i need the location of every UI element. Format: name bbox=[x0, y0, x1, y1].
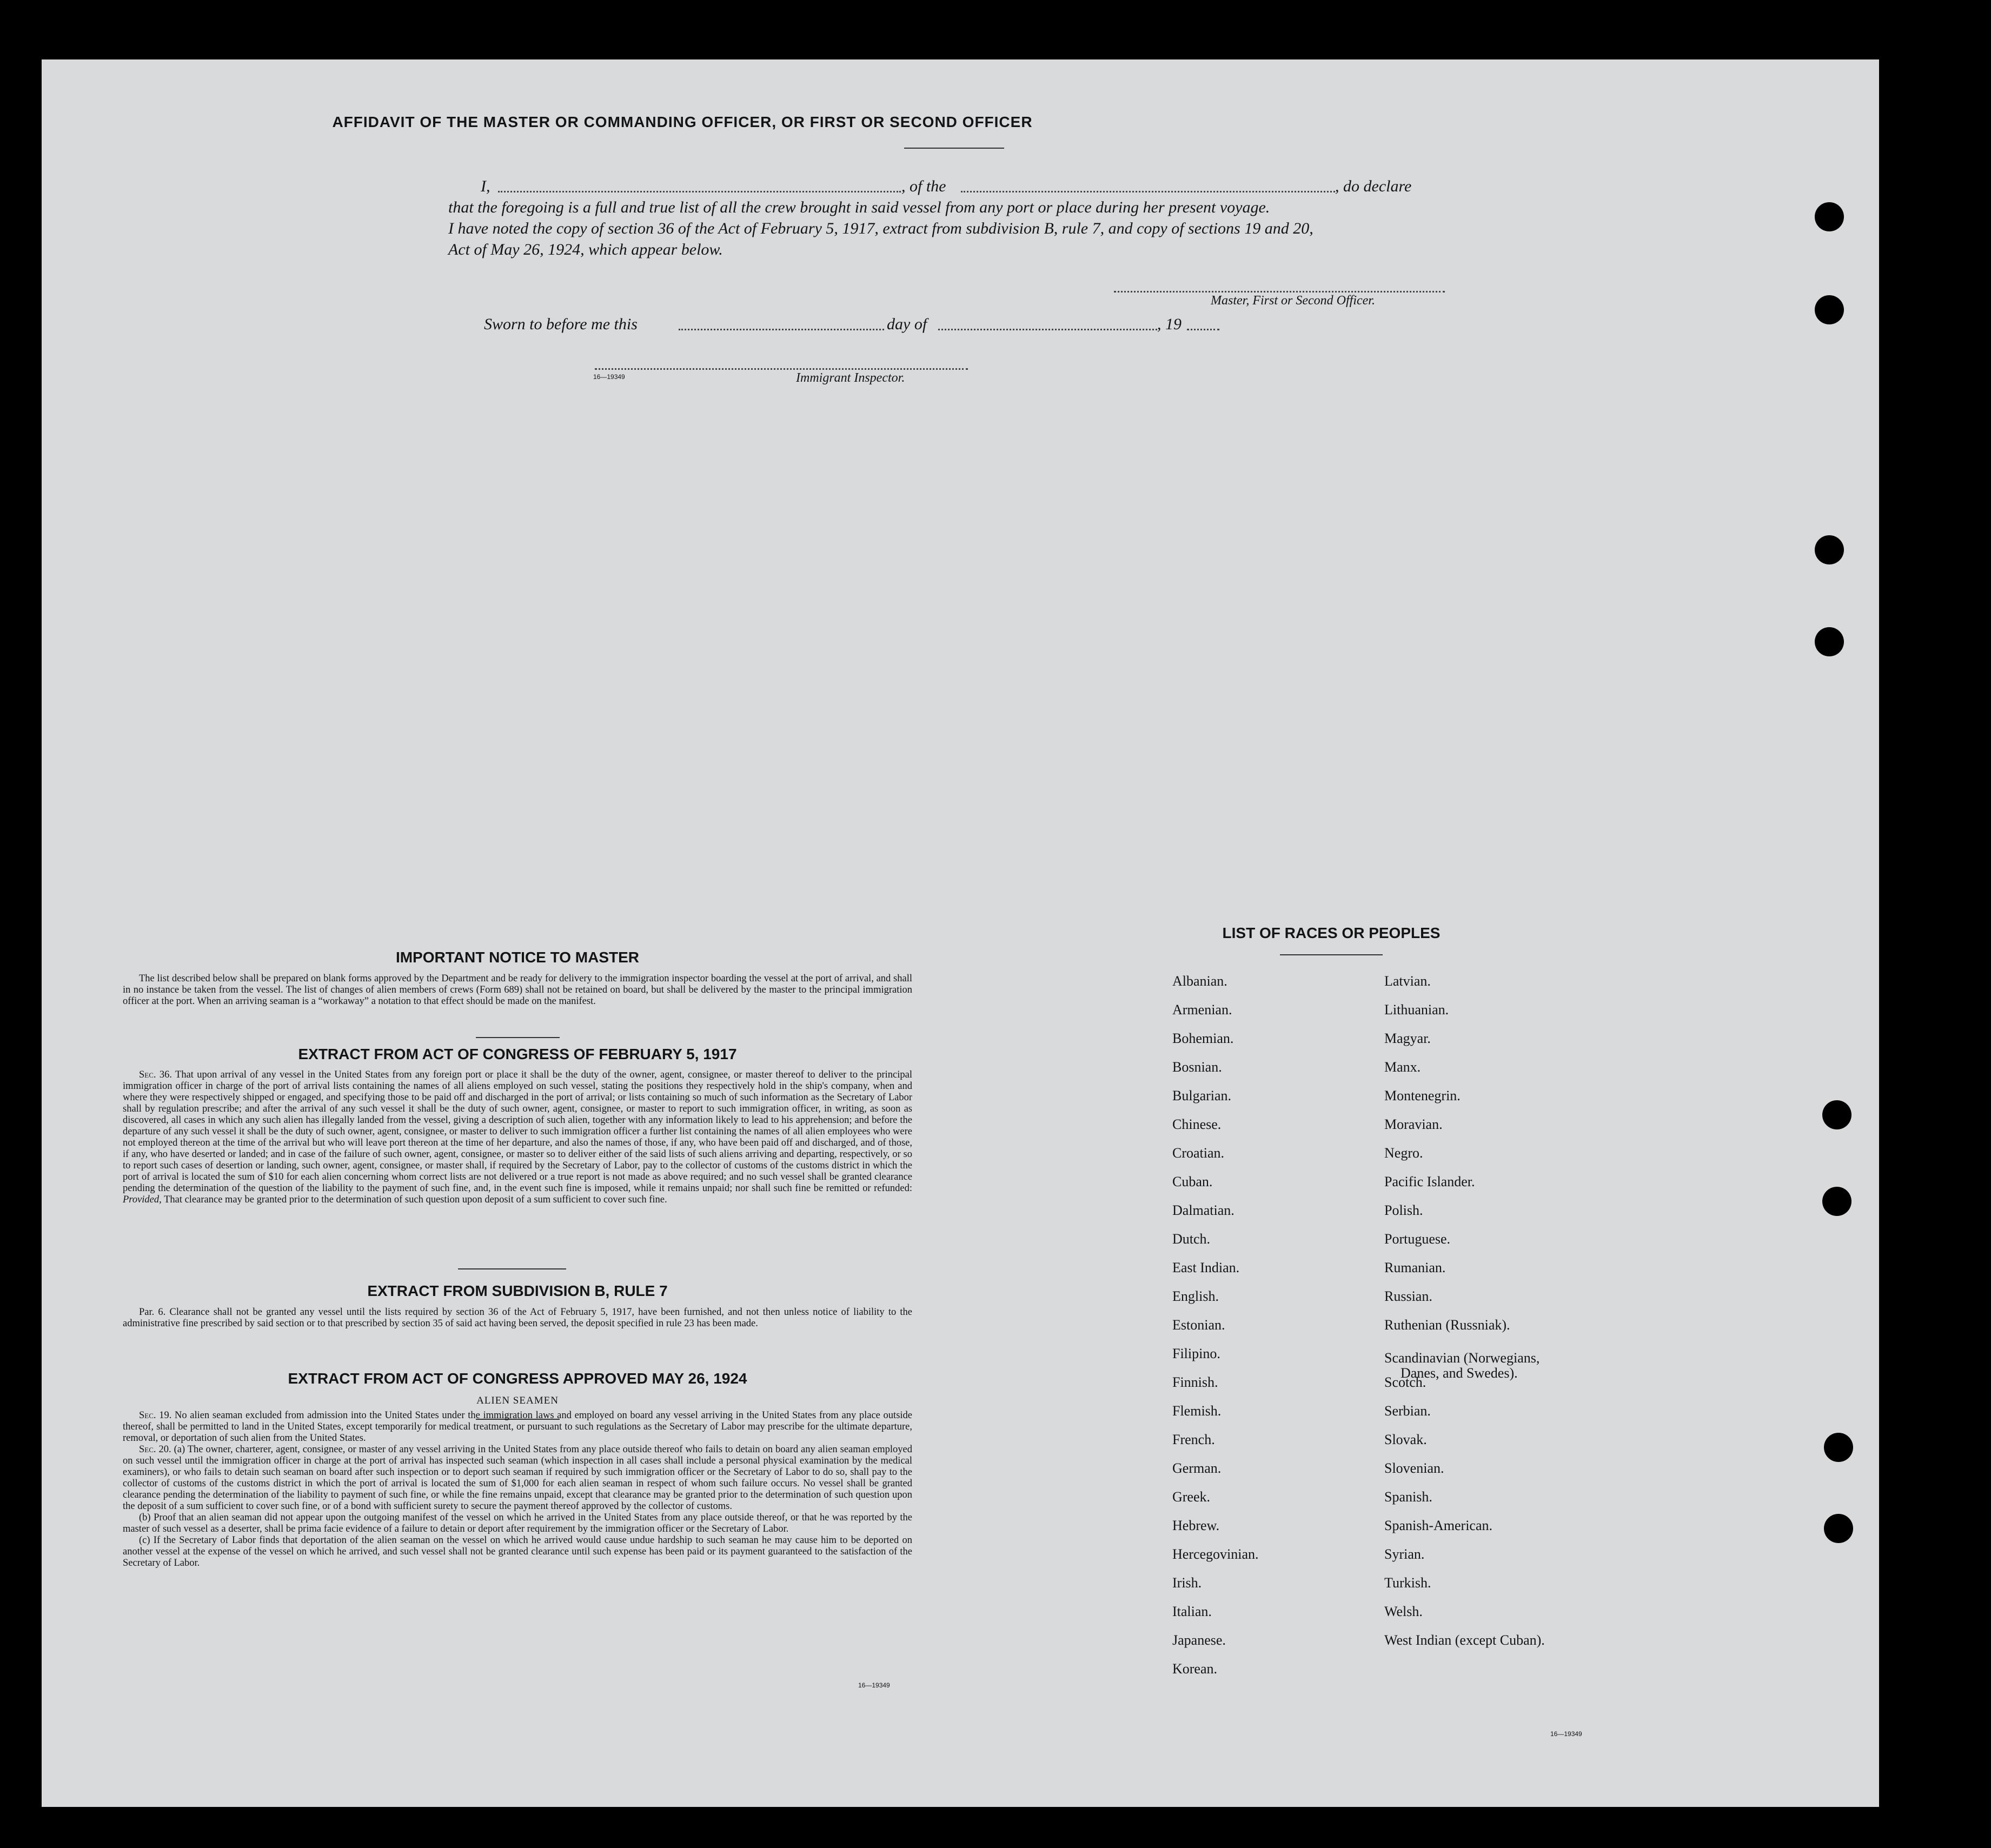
race-item: Chinese. bbox=[1172, 1116, 1222, 1132]
act-1924-body bbox=[123, 1410, 912, 1569]
sec-20-label: Sec. 20. bbox=[139, 1444, 171, 1455]
of-the-text: , of the bbox=[901, 177, 946, 195]
race-item: Magyar. bbox=[1384, 1031, 1431, 1046]
act-1917-body: That upon arrival of any vessel in the United States from any foreign port or place it shall be the duty of the owner, agent, consignee, or master thereof to deliver to the principal immigration officer in charge of the port of arrival lists containing the names of all aliens employed on such vessel, stating the positions they respectively hold in the ship's company, when and where they were respectively shipped or engaged, and specifying those to be paid off and discharged in the port of arrival; or lists containing so much of such information as the Secretary of Labor shall by regulation prescribe; and after the arrival of any such vessel it shall be the duty of such owner, agent, consignee, or master to report to such immigration officer, in writing, as soon as discovered, all cases in which any such alien has illegally landed from the vessel, giving a description of such alien, together with any information likely to lead to his apprehension; and before the departure of any such vessel it shall be the duty of such owner, agent, consignee, or master to deliver to such immigration officer a further list containing the names of all alien employees who were not employed thereon at the time of the arrival but who will leave port thereon at the time of her departure, and also the names of those, if any, who have been paid off and discharged, and of those, if any, who have deserted or landed; and in case of the failure of such owner, agent, consignee, or master so to deliver either of the said lists of such aliens arriving and departing, respectively, or so to report such cases of desertion or landing, such owner, agent, consignee, or master shall, if required by the Secretary of Labor, pay to the collector of customs of the customs district in which the port of arrival is located the sum of $10 for each alien concerning whom correct lists are not delivered or a true report is not made as above required; and no such vessel shall be granted clearance pending the determination of the question of the liability to the payment of such fine, and, in the event such fine is imposed, while it remains unpaid; nor shall such fine be remitted or refunded: bbox=[123, 1069, 912, 1194]
sec-19-text bbox=[123, 1410, 912, 1444]
sec-19-body: No alien seaman excluded from admission into the United States under the immigration laws and employed on board any vessel arriving in the United States from any place outside thereof, shall be permitted to land in the United States, except temporarily for medical treatment, or pursuant to such regulations as the Secretary of Labor may prescribe for the ultimate departure, removal, or deportation of such alien from the United States. bbox=[123, 1410, 912, 1444]
act-1917-sec-label: Sec. 36. bbox=[139, 1069, 172, 1080]
race-item: Korean. bbox=[1172, 1661, 1218, 1677]
declaration-line-2: that the foregoing is a full and true list of all the crew brought in said vessel from any port or place during her present voyage. bbox=[448, 198, 1270, 216]
race-item: Moravian. bbox=[1384, 1116, 1443, 1132]
races-title-rule bbox=[1280, 954, 1383, 955]
act-1917-rule bbox=[458, 1268, 566, 1269]
title-rule bbox=[904, 148, 1004, 149]
declarant-prefix: I, bbox=[481, 177, 490, 195]
declaration-line-4: Act of May 26, 1924, which appear below. bbox=[448, 241, 723, 258]
race-item: Serbian. bbox=[1384, 1403, 1431, 1419]
race-item: Bohemian. bbox=[1172, 1031, 1234, 1046]
sec-20a-body: (a) The owner, charterer, agent, consignee, or master of any vessel arriving in the United States from any place outside thereof who fails to detain on board any alien seaman employed on such vessel until the immigration officer in charge at the port of arrival has inspected such seaman (which inspection in all cases shall include a personal physical examination by the medical examiners), or who fails to detain such seaman on board after such inspection or to deport such seaman if required by such immigration officer or the Secretary of Labor to do so, shall pay to the collector of customs of the customs district in which the port of arrival is located the sum of $1,000 for each alien seaman in respect of whom such failure occurs. No vessel shall be granted clearance pending the determination of the liability to payment of such fine, or while the fine remains unpaid, except that clearance may be granted prior to the determination of such question upon the deposit of a sum sufficient to cover such fine, or of a bond with sufficient surety to secure the payment thereof approved by the collector of customs. bbox=[123, 1444, 913, 1512]
races-title: LIST OF RACES OR PEOPLES bbox=[1222, 925, 1441, 941]
sec-20a-text bbox=[123, 1444, 912, 1512]
sec-19-label: Sec. 19. bbox=[139, 1410, 172, 1421]
race-item: Latvian. bbox=[1384, 973, 1431, 989]
race-item: Negro. bbox=[1384, 1145, 1423, 1161]
rule-7-text: Par. 6. Clearance shall not be granted any vessel until the lists required by section 36 of the Act of February 5, 1917, have been furnished, and not then unless notice of liability to the administrative fine prescribed by said section or to that prescribed by section 35 of said act having been served, the deposit specified in rule 23 has been made. bbox=[123, 1307, 912, 1329]
race-item: Croatian. bbox=[1172, 1145, 1225, 1161]
sworn-day-field[interactable] bbox=[679, 329, 884, 330]
vessel-name-field[interactable] bbox=[961, 191, 1335, 192]
race-item: Estonian. bbox=[1172, 1317, 1225, 1333]
race-item: Hebrew. bbox=[1172, 1518, 1220, 1533]
act-1917-text bbox=[123, 1069, 912, 1206]
race-item: Scotch. bbox=[1384, 1374, 1426, 1390]
race-item: West Indian (except Cuban). bbox=[1384, 1632, 1545, 1648]
race-item: Armenian. bbox=[1172, 1002, 1232, 1018]
inspector-label: Immigrant Inspector. bbox=[796, 371, 905, 385]
race-item: Scandinavian (Norwegians, bbox=[1384, 1350, 1540, 1366]
inspector-signature-field[interactable] bbox=[595, 368, 968, 370]
race-item: Bulgarian. bbox=[1172, 1088, 1232, 1104]
sworn-line bbox=[484, 314, 1295, 335]
race-item: Spanish. bbox=[1384, 1489, 1432, 1505]
race-item: Manx. bbox=[1384, 1059, 1421, 1075]
race-item: Hercegovinian. bbox=[1172, 1546, 1259, 1562]
race-item: Slovak. bbox=[1384, 1432, 1427, 1447]
punch-hole bbox=[1822, 1187, 1851, 1216]
punch-hole bbox=[1824, 1433, 1853, 1462]
declarant-name-field[interactable] bbox=[498, 191, 901, 192]
master-signature-label: Master, First or Second Officer. bbox=[1211, 294, 1375, 308]
form-number-races: 16—19349 bbox=[1550, 1730, 1582, 1738]
year-prefix: , 19 bbox=[1157, 315, 1182, 333]
race-item: Cuban. bbox=[1172, 1174, 1213, 1189]
day-of-text: day of bbox=[887, 315, 927, 333]
affidavit-title: AFFIDAVIT OF THE MASTER OR COMMANDING OFFICER, OR FIRST OR SECOND OFFICER bbox=[332, 114, 1033, 130]
punch-hole bbox=[1824, 1514, 1853, 1543]
master-signature-field[interactable] bbox=[1114, 291, 1445, 293]
race-item: Greek. bbox=[1172, 1489, 1211, 1505]
punch-hole bbox=[1815, 295, 1844, 324]
notice-rule bbox=[476, 1037, 560, 1038]
race-item: Lithuanian. bbox=[1384, 1002, 1449, 1018]
act-1917-body-end: That clearance may be granted prior to the determination of such question upon deposit of a sum sufficient to cover such fine. bbox=[164, 1194, 667, 1205]
race-item: Filipino. bbox=[1172, 1346, 1220, 1361]
race-item: Ruthenian (Russniak). bbox=[1384, 1317, 1510, 1333]
notice-text: The list described below shall be prepared on blank forms approved by the Department and be ready for delivery to the immigration inspector boarding the vessel at the port of arrival, and shall in no instance be taken from the vessel. The list of changes of alien members of crews (Form 689) shall not be retained on board, but shall be delivered by the master to the principal immigration officer at the port. When an arriving seaman is a “workaway” a notation to that effect should be made on the manifest. bbox=[123, 973, 912, 1007]
punch-hole bbox=[1815, 627, 1844, 656]
race-item: Albanian. bbox=[1172, 973, 1227, 989]
form-page bbox=[42, 59, 1879, 1807]
race-item: Italian. bbox=[1172, 1604, 1212, 1619]
race-item: Danes, and Swedes). bbox=[1401, 1365, 1518, 1381]
rule-7-title: EXTRACT FROM SUBDIVISION B, RULE 7 bbox=[367, 1282, 668, 1299]
act-1924-title: EXTRACT FROM ACT OF CONGRESS APPROVED MAY 26, 1924 bbox=[288, 1370, 747, 1387]
punch-hole bbox=[1815, 535, 1844, 564]
punch-hole bbox=[1822, 1100, 1851, 1129]
race-item: Polish. bbox=[1384, 1202, 1423, 1218]
race-item: French. bbox=[1172, 1432, 1215, 1447]
race-item: Flemish. bbox=[1172, 1403, 1222, 1419]
race-item: Syrian. bbox=[1384, 1546, 1425, 1562]
race-item: Portuguese. bbox=[1384, 1231, 1451, 1247]
race-item: Spanish-American. bbox=[1384, 1518, 1493, 1533]
notice-title: IMPORTANT NOTICE TO MASTER bbox=[395, 949, 640, 966]
sec-20c-text: (c) If the Secretary of Labor finds that deportation of the alien seaman on the vessel on which he arrived would cause undue hardship to such seaman he may cause him to be deported on another vessel at the expense of the vessel on which he arrived, and such vessel shall not be granted clearance until such expense has been paid or its payment guaranteed to the satisfaction of the Secretary of Labor. bbox=[123, 1535, 912, 1568]
act-1924-subtitle: ALIEN SEAMEN bbox=[476, 1395, 559, 1406]
race-item: Dalmatian. bbox=[1172, 1202, 1235, 1218]
sec-20b-text: (b) Proof that an alien seaman did not appear upon the outgoing manifest of the vessel on which he arrived in the United States from any place outside thereof, or that he was reported by the master of such vessel as a deserter, shall be prima facie evidence of a failure to detain or deport after requirement by the immigration officer or the Secretary of Labor. bbox=[123, 1512, 912, 1534]
race-item: Bosnian. bbox=[1172, 1059, 1222, 1075]
form-number-left: 16—19349 bbox=[858, 1681, 890, 1689]
race-item: Finnish. bbox=[1172, 1374, 1218, 1390]
sworn-text: Sworn to before me this bbox=[484, 315, 638, 333]
race-item: Japanese. bbox=[1172, 1632, 1226, 1648]
race-item: Pacific Islander. bbox=[1384, 1174, 1475, 1189]
race-item: East Indian. bbox=[1172, 1260, 1240, 1275]
act-1917-title: EXTRACT FROM ACT OF CONGRESS OF FEBRUARY 5, 1917 bbox=[298, 1046, 737, 1062]
race-item: Irish. bbox=[1172, 1575, 1202, 1591]
punch-hole bbox=[1815, 202, 1844, 231]
do-declare-text: , do declare bbox=[1335, 177, 1412, 195]
race-item: English. bbox=[1172, 1288, 1219, 1304]
race-item: Dutch. bbox=[1172, 1231, 1211, 1247]
sworn-month-field[interactable] bbox=[938, 329, 1157, 330]
race-item: Montenegrin. bbox=[1384, 1088, 1461, 1104]
race-item: Turkish. bbox=[1384, 1575, 1431, 1591]
act-1917-provided: Provided, bbox=[123, 1194, 162, 1205]
race-item: Rumanian. bbox=[1384, 1260, 1446, 1275]
race-item: German. bbox=[1172, 1460, 1222, 1476]
declaration-line-3: I have noted the copy of section 36 of the Act of February 5, 1917, extract from subdivision B, rule 7, and copy of sections 19 and 20, bbox=[448, 220, 1313, 237]
declaration-line-1 bbox=[481, 176, 1508, 197]
race-item: Welsh. bbox=[1384, 1604, 1423, 1619]
sworn-year-field[interactable] bbox=[1187, 329, 1219, 330]
race-item: Russian. bbox=[1384, 1288, 1432, 1304]
form-number-top: 16—19349 bbox=[593, 373, 625, 381]
race-item: Slovenian. bbox=[1384, 1460, 1444, 1476]
